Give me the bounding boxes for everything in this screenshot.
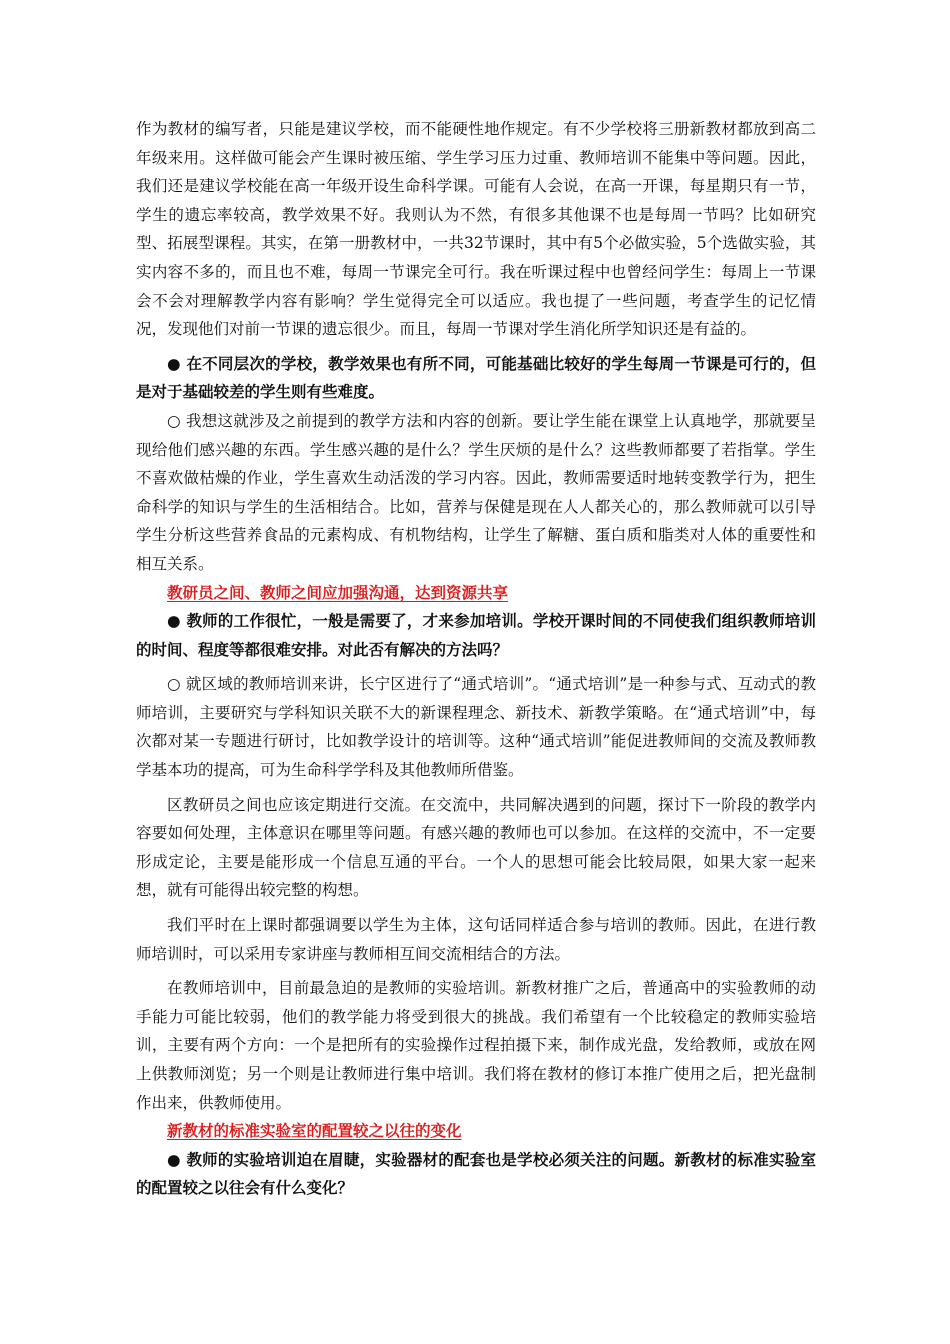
- document-page: [136, 115, 816, 1203]
- question: [136, 350, 816, 407]
- paragraph: 区教研员之间也应该定期进行交流。在交流中，共同解决遇到的问题，探讨下一阶段的教学内容要如何处理，主体意识在哪里等问题。有感兴趣的教师也可以参加。在这样的交流中，不一定要形成定论，主要是能形成一个信息互通的平台。一个人的思想可能会比较局限，如果大家一起来想，就有可能得出较完整的构想。: [136, 795, 816, 900]
- question: [136, 607, 816, 664]
- paragraph: 我们平时在上课时都强调要以学生为主体，这句话同样适合参与培训的教师。因此，在进行教师培训时，可以采用专家讲座与教师相互间交流相结合的方法。: [136, 916, 816, 963]
- question-text: 教师的工作很忙，一般是需要了，才来参加培训。学校开课时间的不同使我们组织教师培训的时间、程度等都很难安排。对此否有解决的方法吗？: [136, 611, 816, 659]
- section-heading: 教研员之间、教师之间应加强沟通，达到资源共享: [167, 582, 509, 602]
- open-circle-bullet-icon: ○: [167, 411, 181, 430]
- open-circle-bullet-icon: ○: [167, 675, 181, 694]
- section-heading: 新教材的标准实验室的配置较之以往的变化: [167, 1121, 462, 1141]
- answer: [136, 407, 816, 579]
- answer-text: 就区域的教师培训来讲，长宁区进行了“通式培训”。“通式培训”是一种参与式、互动式的教师培训，主要研究与学科知识关联不大的新课程理念、新技术、新教学策略。在“通式培训”中，每次都对某一专题进行研讨，比如教学设计的培训等。这种“通式培训”能促进教师间的交流及教师教学基本功的提高，可为生命科学学科及其他教师所借鉴。: [136, 675, 816, 780]
- question: [136, 1146, 816, 1203]
- filled-circle-bullet-icon: ●: [167, 353, 181, 373]
- filled-circle-bullet-icon: ●: [167, 1149, 181, 1169]
- question-text: 教师的实验培训迫在眉睫，实验器材的配套也是学校必须关注的问题。新教材的标准实验室的配置较之以往会有什么变化？: [136, 1149, 816, 1198]
- paragraph: 在教师培训中，目前最急迫的是教师的实验培训。新教材推广之后，普通高中的实验教师的动手能力可能比较弱，他们的教学能力将受到很大的挑战。我们希望有一个比较稳定的教师实验培训，主要有两个方向：一个是把所有的实验操作过程拍摄下来，制作成光盘，发给教师，或放在网上供教师浏览；另一个则是让教师进行集中培训。我们将在教材的修订本推广使用之后，把光盘制作出来，供教师使用。: [136, 979, 816, 1112]
- paragraph: 作为教材的编写者，只能是建议学校，而不能硬性地作规定。有不少学校将三册新教材都放到高二年级来用。这样做可能会产生课时被压缩、学生学习压力过重、教师培训不能集中等问题。因此，我们还是建议学校能在高一年级开设生命科学课。可能有人会说，在高一开课，每星期只有一节，学生的遗忘率较高，教学效果不好。我则认为不然，有很多其他课不也是每周一节吗？比如研究型、拓展型课程。其实，在第一册教材中，一共32节课时，其中有5个必做实验，5个选做实验，其实内容不多的，而且也不难，每周一节课完全可行。我在听课过程中也曾经问学生：每周上一节课会不会对理解教学内容有影响？学生觉得完全可以适应。我也提了一些问题，考查学生的记忆情况，发现他们对前一节课的遗忘很少。而且，每周一节课对学生消化所学知识还是有益的。: [136, 120, 816, 339]
- filled-circle-bullet-icon: ●: [167, 611, 181, 631]
- answer: [136, 670, 816, 784]
- answer-text: 我想这就涉及之前提到的教学方法和内容的创新。要让学生能在课堂上认真地学，那就要呈现给他们感兴趣的东西。学生感兴趣的是什么？学生厌烦的是什么？这些教师都要了若指掌。学生不喜欢做枯燥的作业，学生喜欢生动活泼的学习内容。因此，教师需要适时地转变教学行为，把生命科学的知识与学生的生活相结合。比如，营养与保健是现在人人都关心的，那么教师就可以引导学生分析这些营养食品的元素构成、有机物结构，让学生了解糖、蛋白质和脂类对人体的重要性和相互关系。: [136, 411, 816, 573]
- question-text: 在不同层次的学校，教学效果也有所不同，可能基础比较好的学生每周一节课是可行的，但是对于基础较差的学生则有些难度。: [136, 353, 816, 402]
